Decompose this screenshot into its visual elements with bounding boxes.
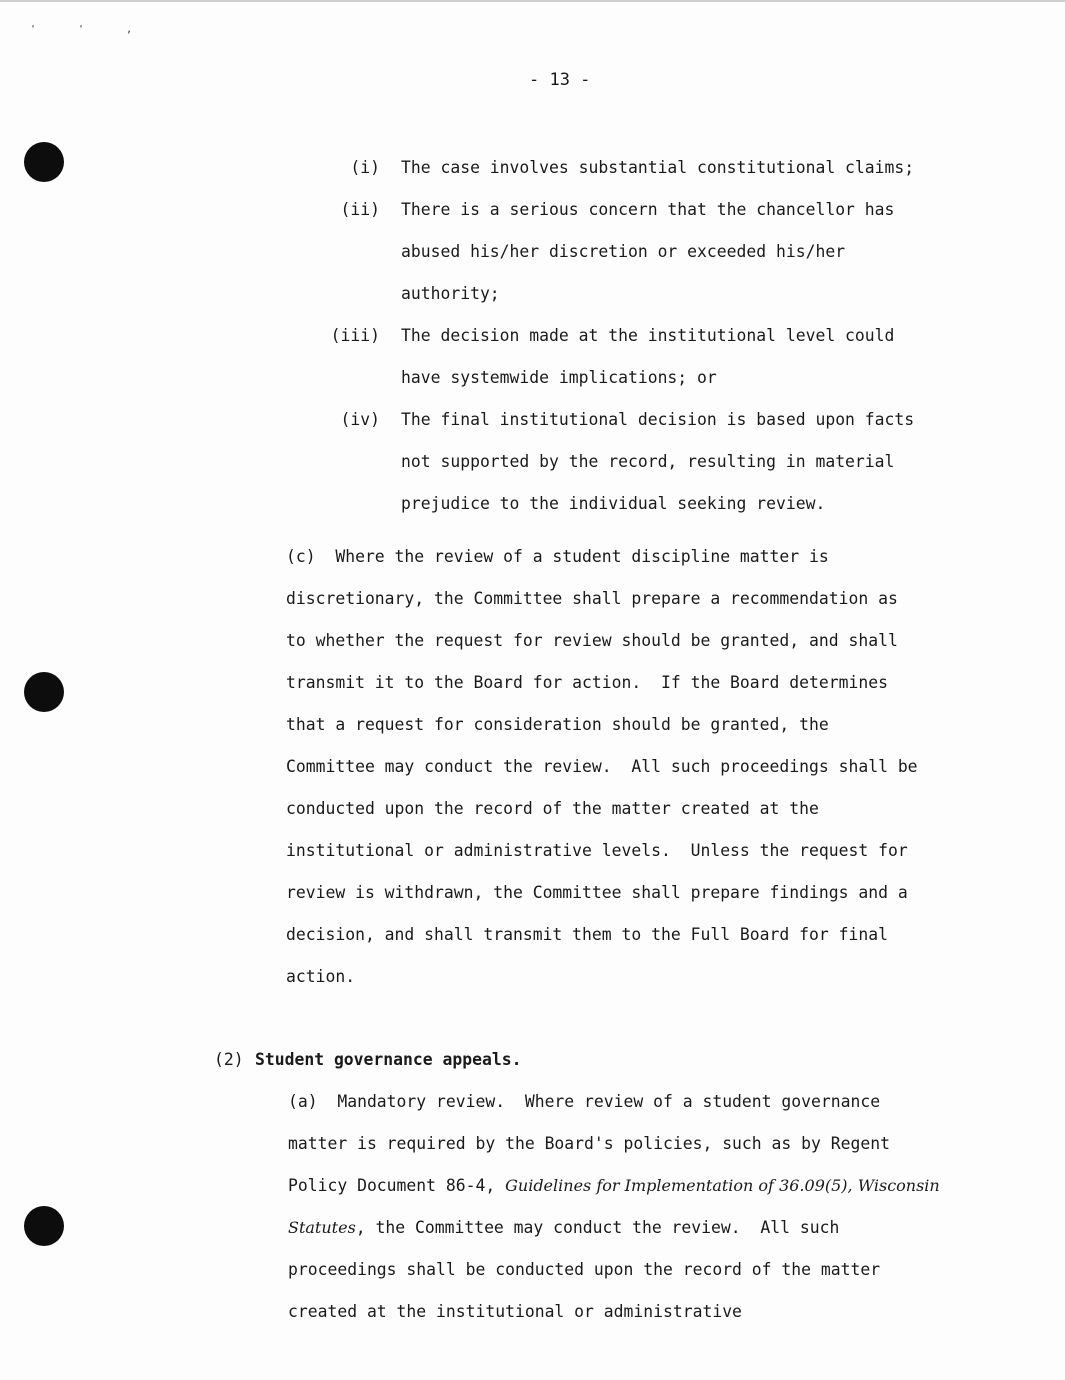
paragraph-line: (c) Where the review of a student discipline matter is	[286, 547, 829, 566]
paragraph-line: to whether the request for review should be granted, and shall	[286, 631, 898, 650]
paragraph-text: , the Committee may conduct the review. All such	[355, 1218, 840, 1237]
list-item-line: The case involves substantial constitutional claims;	[401, 158, 915, 177]
paragraph-line: Committee may conduct the review. All such proceedings shall be	[286, 757, 918, 776]
punch-hole-middle	[24, 672, 64, 712]
paragraph-line: (a) Mandatory review. Where review of a student governance	[288, 1092, 881, 1111]
cited-document-title: Guidelines for Implementation of 36.09(5), Wisconsin	[505, 1176, 940, 1195]
list-item-line: abused his/her discretion or exceeded his/her	[401, 242, 846, 261]
paragraph-line: that a request for consideration should be granted, the	[286, 715, 829, 734]
list-marker: (iii)	[330, 326, 380, 345]
paragraph-line: conducted upon the record of the matter created at the	[286, 799, 819, 818]
paragraph-line: review is withdrawn, the Committee shall prepare findings and a	[286, 883, 908, 902]
list-item-line: The final institutional decision is based upon facts	[401, 410, 915, 429]
scan-marks: ' ' ,	[30, 24, 151, 35]
section-marker: (2)	[214, 1050, 244, 1069]
list-item-line: have systemwide implications; or	[401, 368, 717, 387]
page-top-edge	[0, 0, 1065, 2]
paragraph-line: matter is required by the Board's policies, such as by Regent	[288, 1134, 890, 1153]
list-marker: (iv)	[340, 410, 380, 429]
list-marker: (i)	[350, 158, 380, 177]
paragraph-line: action.	[286, 967, 356, 986]
paragraph-line: discretionary, the Committee shall prepare a recommendation as	[286, 589, 898, 608]
list-item-line: authority;	[401, 284, 500, 303]
paragraph-line	[288, 1176, 940, 1196]
list-item-line: not supported by the record, resulting in material	[401, 452, 895, 471]
punch-hole-bottom	[24, 1206, 64, 1246]
paragraph-line: created at the institutional or administrative	[288, 1302, 742, 1321]
section-title: Student governance appeals.	[255, 1050, 522, 1069]
paragraph-text: Policy Document 86-4,	[288, 1176, 506, 1195]
paragraph-line: decision, and shall transmit them to the Full Board for final	[286, 925, 888, 944]
paragraph-line: institutional or administrative levels. Unless the request for	[286, 841, 908, 860]
paragraph-line: proceedings shall be conducted upon the record of the matter	[288, 1260, 881, 1279]
paragraph-line	[288, 1218, 839, 1238]
paragraph-line: transmit it to the Board for action. If the Board determines	[286, 673, 888, 692]
list-marker: (ii)	[340, 200, 380, 219]
cited-document-title: Statutes	[288, 1218, 356, 1237]
list-item-line: There is a serious concern that the chancellor has	[401, 200, 895, 219]
list-item-line: The decision made at the institutional level could	[401, 326, 895, 345]
punch-hole-top	[24, 142, 64, 182]
list-item-line: prejudice to the individual seeking review.	[401, 494, 826, 513]
page-number: - 13 -	[529, 70, 591, 90]
